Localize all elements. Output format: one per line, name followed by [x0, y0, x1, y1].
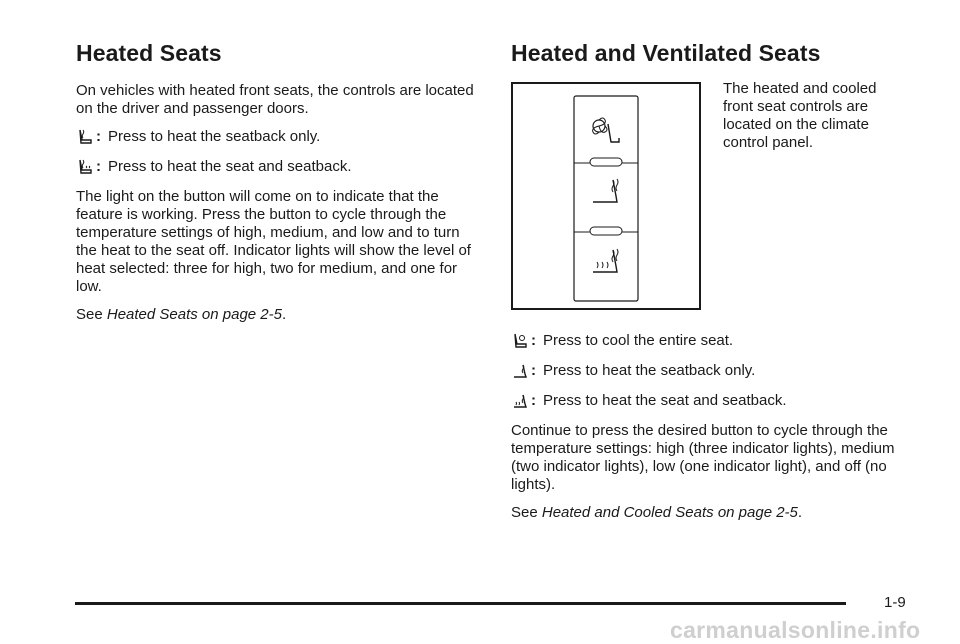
figure-caption: The heated and cooled front seat controls are located on the climate control panel.	[723, 80, 877, 151]
item-text: Press to heat the seat and seatback.	[543, 392, 787, 409]
heated-seatback-icon	[511, 362, 531, 380]
see-link[interactable]: Heated Seats on page 2-5	[106, 306, 282, 323]
item-text: Press to heat the seatback only.	[108, 128, 321, 145]
list-item	[76, 128, 481, 146]
see-prefix: See	[76, 306, 107, 323]
control-panel-figure	[511, 82, 701, 310]
footer-rule	[75, 602, 846, 605]
right-column	[511, 40, 911, 532]
body-paragraph: Continue to press the desired button to cycle through the temperature settings: high (three indicator lights), medium (two indicator lights), low (one indicator light), and off (no lights).	[511, 422, 895, 493]
heated-seatback-icon	[76, 128, 96, 146]
cross-reference	[511, 504, 911, 522]
heated-seat-and-seatback-icon	[511, 392, 531, 410]
see-prefix: See	[511, 504, 542, 521]
heated-seat-and-seatback-icon	[76, 158, 96, 176]
item-text: Press to cool the entire seat.	[543, 332, 734, 349]
colon: :	[96, 128, 101, 145]
list-item	[511, 392, 911, 410]
left-column	[76, 40, 481, 334]
cooled-seat-icon	[511, 332, 531, 350]
item-text: Press to heat the seat and seatback.	[108, 158, 352, 175]
list-item	[76, 158, 481, 176]
watermark: carmanualsonline.info	[670, 617, 921, 643]
colon: :	[96, 158, 101, 175]
item-text: Press to heat the seatback only.	[543, 362, 756, 379]
see-link[interactable]: Heated and Cooled Seats on page 2-5	[541, 504, 798, 521]
see-suffix: .	[797, 504, 803, 521]
figure-row	[511, 82, 911, 310]
see-suffix: .	[282, 306, 287, 323]
intro-paragraph: On vehicles with heated front seats, the controls are located on the driver and passenger doors.	[76, 82, 474, 117]
cross-reference	[76, 306, 481, 324]
section-heading-heated-seats: Heated Seats	[76, 40, 222, 66]
body-paragraph: The light on the button will come on to indicate that the feature is working. Press the button to cycle through the temperature settings of high, medium, and low and to turn the heat to the seat off. Indicator lights will show the level of heat selected: three for high, two for medium, and one for low.	[76, 188, 471, 295]
colon: :	[531, 392, 536, 409]
list-item	[511, 362, 911, 380]
colon: :	[531, 362, 536, 379]
list-item	[511, 332, 911, 350]
seat-control-panel-illustration	[513, 84, 699, 308]
section-heading-heated-ventilated-seats: Heated and Ventilated Seats	[511, 40, 821, 66]
colon: :	[531, 332, 536, 349]
page-number: 1-9	[884, 594, 906, 611]
